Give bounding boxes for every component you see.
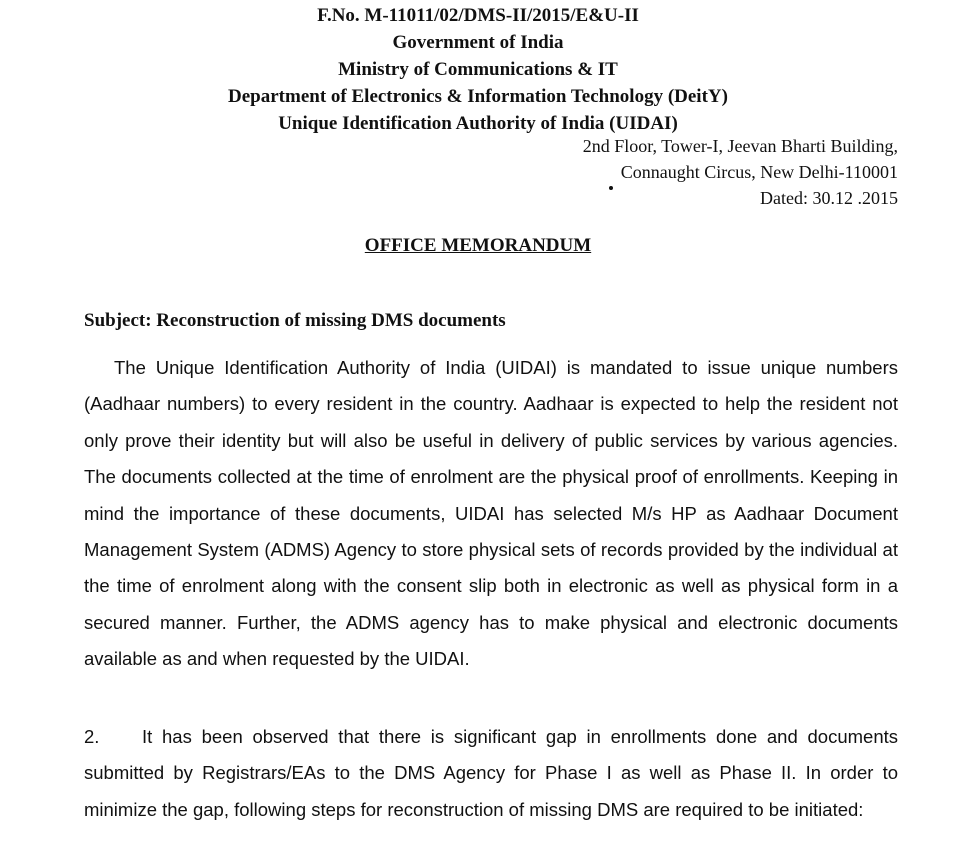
paragraph-1: The Unique Identification Authority of India (UIDAI) is mandated to issue unique numbers (Aadhaar numbers) to every resident in the country. Aadhaar is expected to help the resident not only prove their identity but will also be useful in delivery of public services by various agencies. The documents collected at the time of enrolment are the physical proof of enrollments. Keeping in mind the importance of these documents, UIDAI has selected M/s HP as Aadhaar Document Management System (ADMS) Agency to store physical sets of records provided by the individual at the time of enrolment along with the consent slip both in electronic as well as physical form in a secured manner. Further, the ADMS agency has to make physical and electronic documents available as and when requested by the UIDAI. [84,357,898,670]
paragraph-2-number: 2. [84,726,100,747]
address-line-2: Connaught Circus, New Delhi-110001 [620,162,898,182]
ministry-heading: Ministry of Communications & IT [338,59,618,80]
memo-title: OFFICE MEMORANDUM [364,235,592,256]
authority-heading: Unique Identification Authority of India (UIDAI) [278,113,678,134]
memo-subject: Subject: Reconstruction of missing DMS documents [84,310,506,331]
department-heading: Department of Electronics & Information Technology (DeitY) [228,86,728,107]
address-line-1: 2nd Floor, Tower-I, Jeevan Bharti Building, [582,136,898,156]
scan-speck [609,186,613,190]
memo-date: Dated: 30.12 .2015 [760,188,898,208]
file-number: F.No. M-11011/02/DMS-II/2015/E&U-II [317,5,639,26]
paragraph-2-text: It has been observed that there is significant gap in enrollments done and documents submitted by Registrars/EAs to the DMS Agency for Phase I as well as Phase II. In order to minimize the gap, following steps for reconstruction of missing DMS are required to be initiated: [84,726,898,820]
government-heading: Government of India [392,32,564,53]
paragraph-2 [84,719,898,828]
